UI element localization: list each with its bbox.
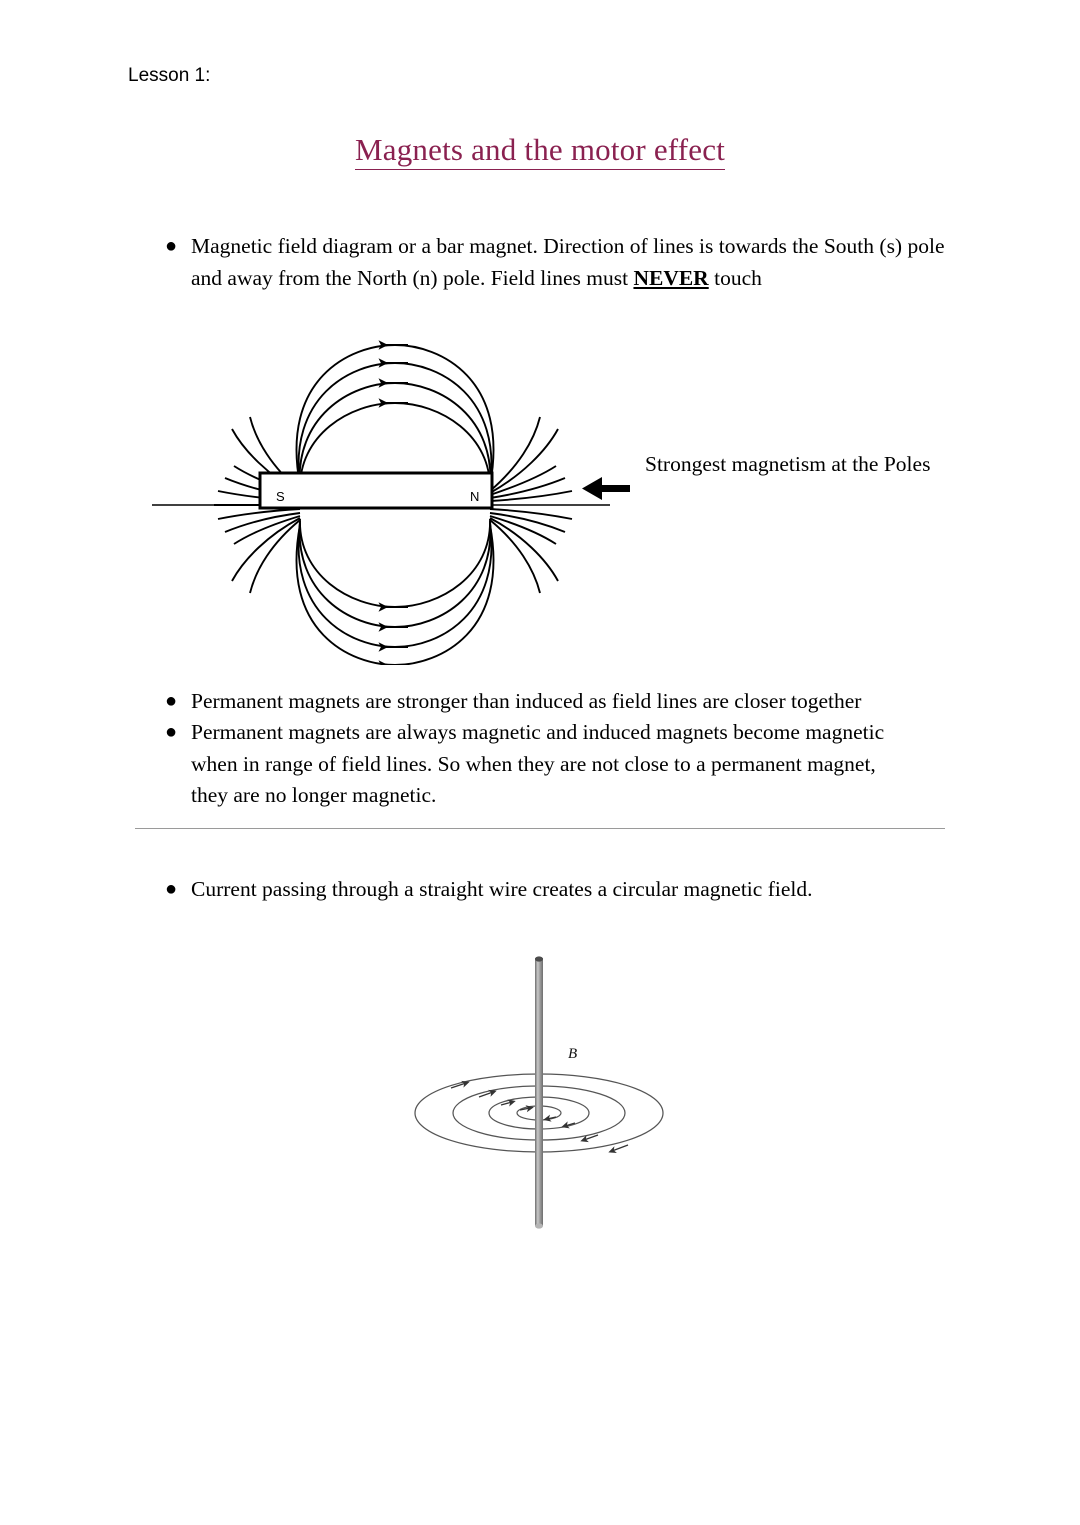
bullet-marker-icon: ● [165,235,178,257]
bar-magnet-field-diagram [140,325,640,665]
svg-text:N: N [470,489,480,504]
bullet-item-3 [165,717,885,812]
bullet-text-2: Permanent magnets are stronger than induced as field lines are closer together [191,689,862,713]
callout-strongest-magnetism [645,449,945,481]
current-carrying-wire-field-diagram [400,945,690,1240]
bullet-item-4 [165,874,965,906]
bullet-item-2 [165,686,965,718]
bullet-text-4: Current passing through a straight wire creates a circular magnetic field. [191,877,813,901]
bullet-text-3: Permanent magnets are always magnetic and induced magnets become magnetic when in range of field lines. So when they are not close to a permanent magnet, they are no longer magnetic. [191,720,885,807]
lesson-label: Lesson 1: [128,65,211,86]
bullet-marker-icon: ● [165,878,178,900]
bullet-text-1 [191,231,965,294]
bullet-marker-icon: ● [165,690,178,712]
callout-text: Strongest magnetism at the Poles [645,452,931,476]
bullet-text-1-part-a: Magnetic field diagram or a bar magnet. Direction of lines is towards the South (s) pole and away from the North (n) pole. Field lines must [191,234,945,290]
bullet-marker-icon: ● [165,721,178,743]
page-title-text: Magnets and the motor effect [355,132,725,170]
page-title [0,130,1080,170]
bullet-item-1 [165,231,965,294]
bullet-text-1-emphasis: NEVER [633,265,709,290]
bullet-text-1-part-b: touch [708,265,762,290]
svg-text:B: B [568,1046,578,1062]
svg-text:S: S [276,489,285,504]
section-divider [135,828,945,829]
